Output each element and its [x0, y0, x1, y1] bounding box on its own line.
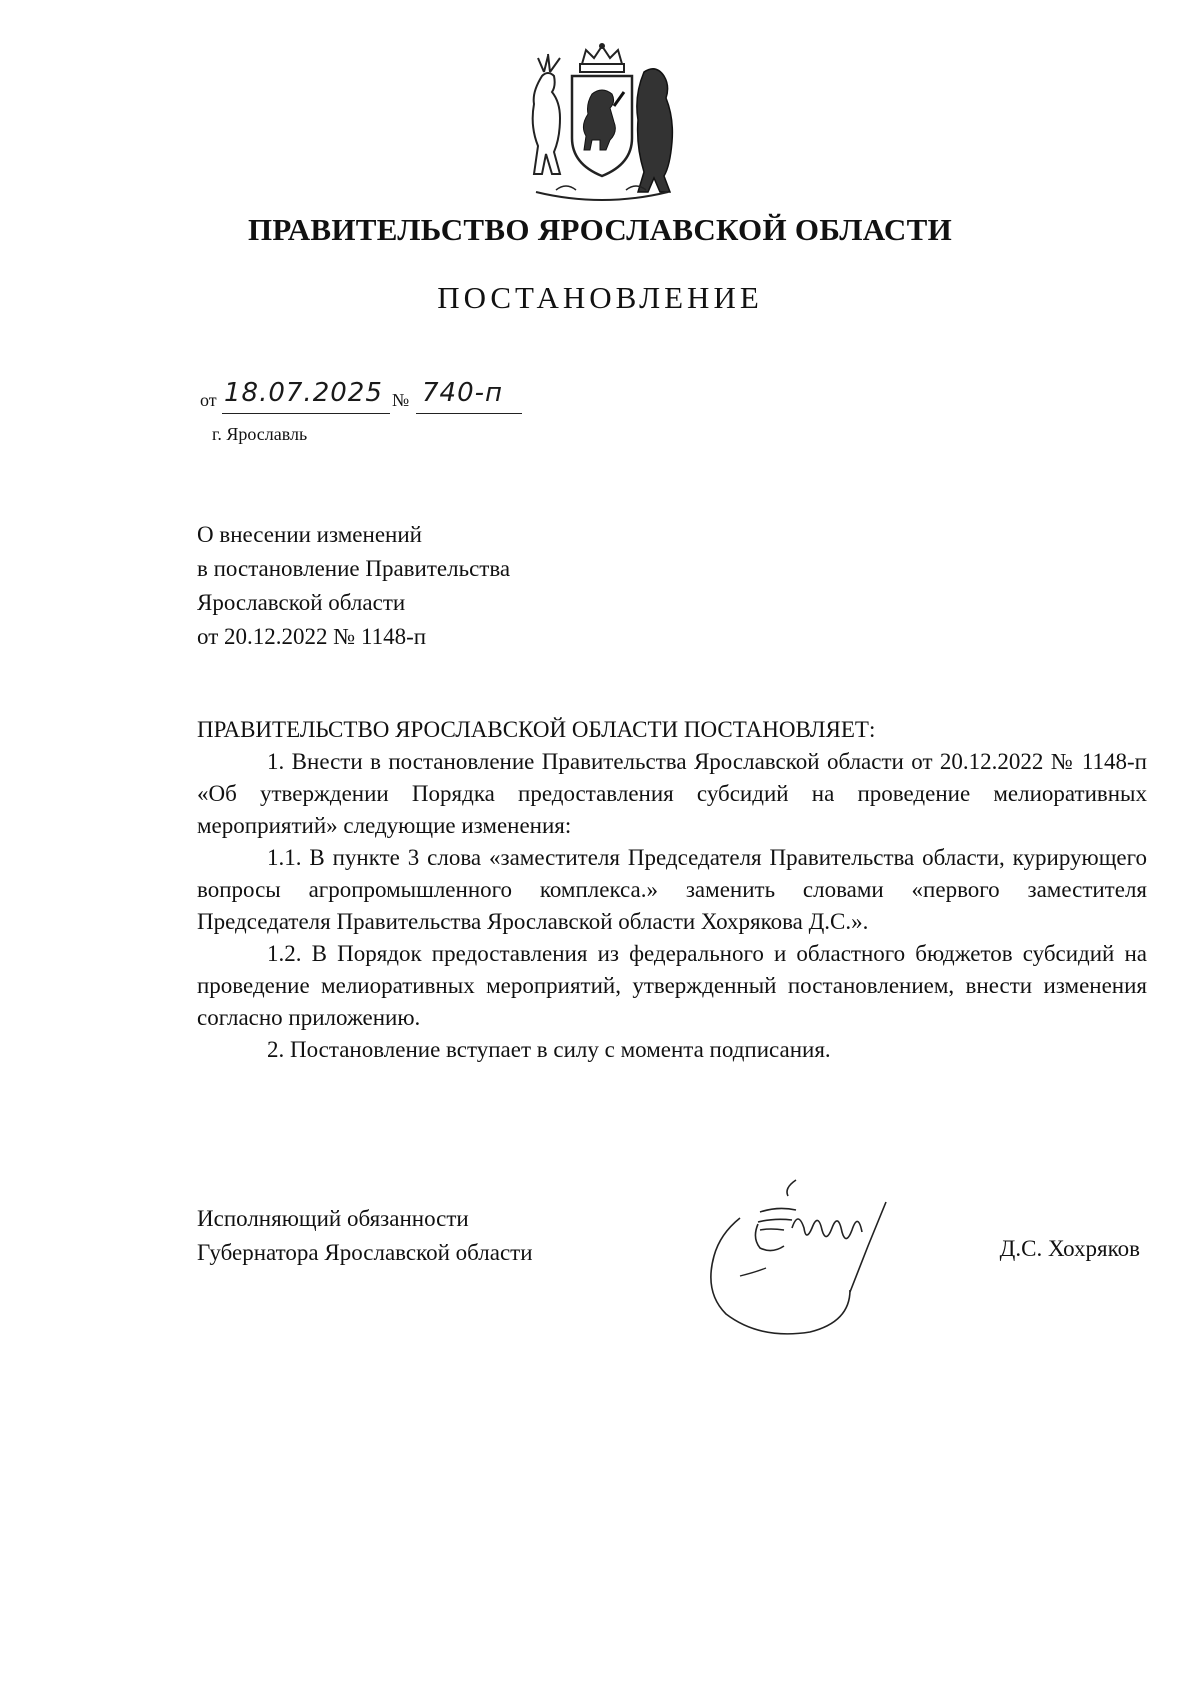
date-prefix: от [200, 390, 217, 410]
subject-line: в постановление Правительства [197, 556, 511, 581]
document-subject [197, 518, 510, 654]
subject-line: Ярославской области [197, 590, 406, 615]
document-number: 740-п [422, 378, 504, 408]
number-underline [416, 413, 522, 414]
document-type: ПОСТАНОВЛЕНИЕ [437, 280, 763, 315]
organization-title: ПРАВИТЕЛЬСТВО ЯРОСЛАВСКОЙ ОБЛАСТИ [248, 212, 952, 247]
document-date: 18.07.2025 [224, 378, 383, 408]
handwritten-signature [700, 1172, 930, 1357]
date-underline [222, 413, 390, 414]
resolution-lead: ПРАВИТЕЛЬСТВО ЯРОСЛАВСКОЙ ОБЛАСТИ ПОСТАНОВЛЯЕТ: [197, 717, 876, 742]
registration-line [200, 378, 600, 416]
subject-line: от 20.12.2022 № 1148-п [197, 624, 427, 649]
paragraph: 2. Постановление вступает в силу с момента подписания. [267, 1037, 831, 1062]
signatory-position [197, 1202, 533, 1270]
city: г. Ярославль [212, 424, 308, 444]
signatory-name: Д.С. Хохряков [999, 1236, 1140, 1261]
coat-of-arms-icon [526, 42, 678, 202]
position-line: Исполняющий обязанности [197, 1206, 469, 1231]
number-prefix: № [392, 390, 410, 410]
subject-line: О внесении изменений [197, 522, 422, 547]
paragraph: 1. Внести в постановление Правительства Ярославской области от 20.12.2022 № 1148-п «Об утверждении Порядка предоставления субсидий на проведение мелиоративных мероприятий» следующие изменения: [197, 749, 1147, 838]
paragraph: 1.1. В пункте 3 слова «заместителя Председателя Правительства области, курирующего вопросы агропромышленного комплекса.» заменить словами «первого заместителя Председателя Правительства Ярославской области Хохрякова Д.С.». [197, 845, 1147, 934]
position-line: Губернатора Ярославской области [197, 1240, 533, 1265]
paragraph: 1.2. В Порядок предоставления из федерального и областного бюджетов субсидий на проведение мелиоративных мероприятий, утвержденный постановлением, внести изменения согласно приложению. [197, 941, 1147, 1030]
document-body [197, 714, 1147, 1066]
